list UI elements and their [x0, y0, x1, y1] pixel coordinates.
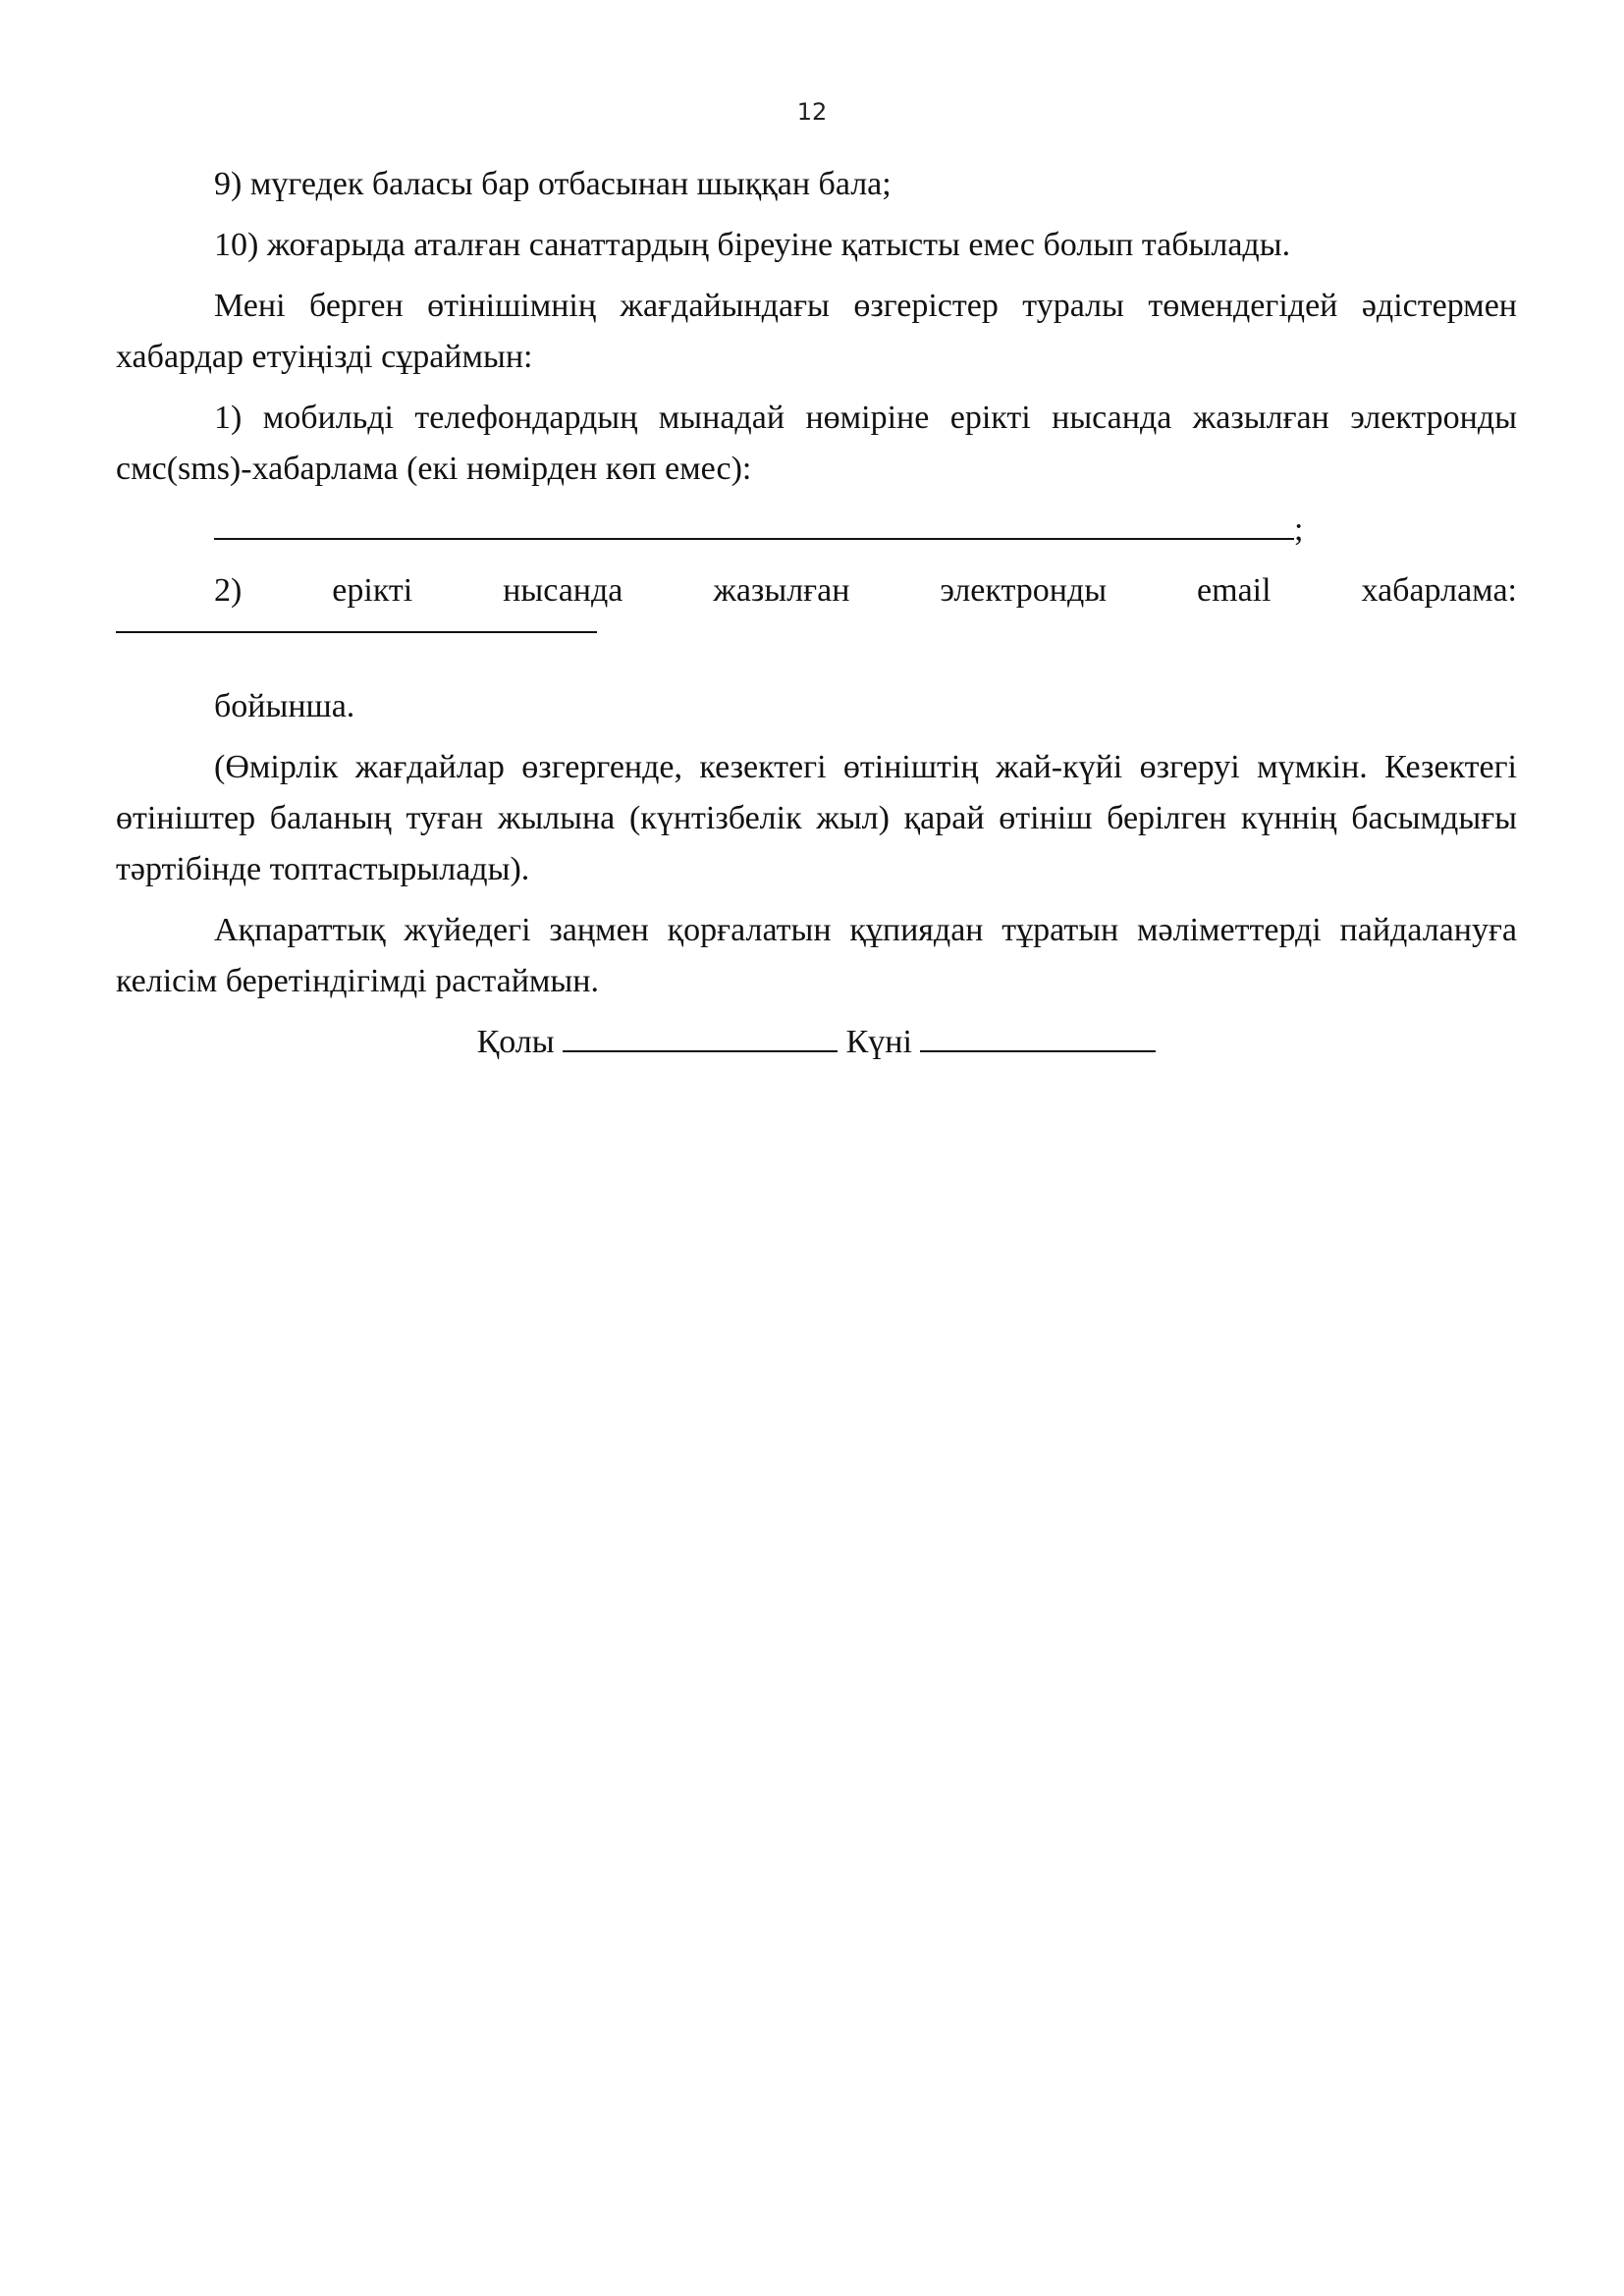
email-blank-field[interactable] [116, 630, 597, 633]
list-item-10: 10) жоғарыда аталған санаттардың біреуіне қатысты емес болып табылады. [214, 227, 1291, 263]
document-body [116, 159, 1517, 1068]
consent-paragraph: Ақпараттық жүйедегі заңмен қорғалатын құпиядан тұратын мәліметтерді пайдалануға келісім беретіндігімді растаймын. [116, 912, 1517, 999]
option-2-suffix: бойынша. [214, 688, 355, 724]
list-item-9: 9) мүгедек баласы бар отбасынан шыққан бала; [214, 166, 892, 202]
sms-number-blank-field[interactable] [214, 537, 1294, 540]
signature-row [116, 1017, 1517, 1068]
email-field-row [116, 616, 1517, 667]
notification-request-paragraph: Мені берген өтінішімнің жағдайындағы өзгерістер туралы төмендегідей әдістермен хабардар етуіңізді сұраймын: [116, 288, 1517, 375]
sms-field-terminator: ; [1294, 511, 1304, 548]
option-2-email-paragraph: 2) ерікті нысанда жазылған электронды email хабарлама: [214, 572, 1517, 609]
signature-blank-field[interactable] [563, 1049, 838, 1052]
sms-number-field-row [116, 505, 1517, 556]
signature-label: Қолы [476, 1024, 555, 1060]
date-blank-field[interactable] [920, 1049, 1156, 1052]
date-label: Күні [845, 1024, 912, 1060]
note-paragraph: (Өмірлік жағдайлар өзгергенде, кезектегі өтініштің жай-күйі өзгеруі мүмкін. Кезектегі өтініштер баланың туған жылына (күнтізбелік жыл) қарай өтініш берілген күннің басымдығы тәртібінде топтастырылады). [116, 749, 1517, 887]
page-number: 12 [796, 98, 828, 126]
option-1-sms-paragraph: 1) мобильді телефондардың мынадай нөміріне ерікті нысанда жазылған электронды смс(sms)-хабарлама (екі нөмірден көп емес): [116, 400, 1517, 487]
